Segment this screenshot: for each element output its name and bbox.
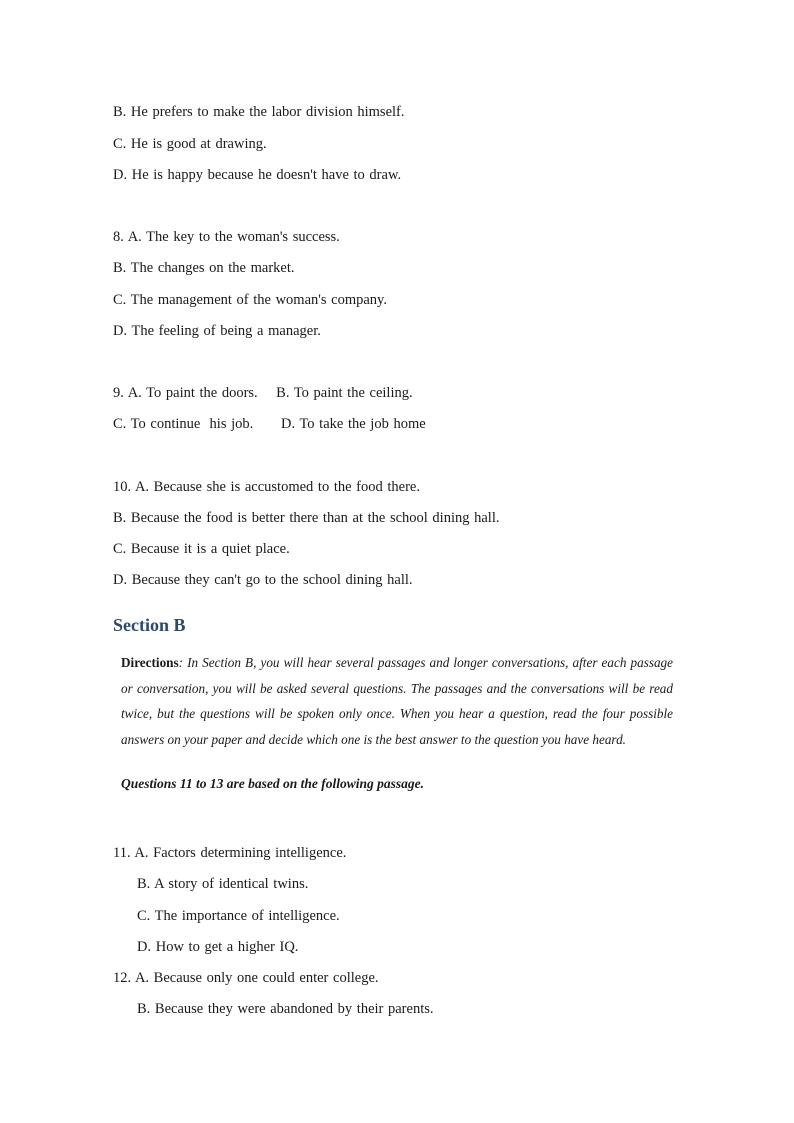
option-7b: B. He prefers to make the labor division himself. [113,104,405,120]
option-11c: C. The importance of intelligence. [137,908,340,924]
directions-label: Directions [121,655,179,670]
option-8d: D. The feeling of being a manager. [113,323,321,339]
option-12a: 12. A. Because only one could enter college. [113,970,379,986]
section-b-title: Section B [113,615,186,635]
option-10c: C. Because it is a quiet place. [113,541,290,557]
option-7c: C. He is good at drawing. [113,136,267,152]
option-8b: B. The changes on the market. [113,260,295,276]
option-11b: B. A story of identical twins. [137,876,309,892]
option-8c: C. The management of the woman's company. [113,292,387,308]
option-12b: B. Because they were abandoned by their parents. [137,1001,434,1017]
option-9cd: C. To continue his job. D. To take the job home [113,416,426,432]
option-10d: D. Because they can't go to the school dining hall. [113,572,413,588]
option-10a: 10. A. Because she is accustomed to the food there. [113,479,420,495]
option-9ab: 9. A. To paint the doors. B. To paint the ceiling. [113,385,413,401]
questions-note: Questions 11 to 13 are based on the following passage. [121,776,425,791]
option-7d: D. He is happy because he doesn't have to draw. [113,167,402,183]
option-8a: 8. A. The key to the woman's success. [113,229,340,245]
directions-paragraph [121,650,673,752]
option-11d: D. How to get a higher IQ. [137,939,299,955]
directions-text: : In Section B, you will hear several passages and longer conversations, after each passage or conversation, you will be asked several questions. The passages and the conversations will be read twice, but the questions will be spoken only once. When you hear a question, read the four possible answers on your paper and decide which one is the best answer to the question you have heard. [121,655,673,747]
option-11a: 11. A. Factors determining intelligence. [113,845,347,861]
option-10b: B. Because the food is better there than at the school dining hall. [113,510,500,526]
